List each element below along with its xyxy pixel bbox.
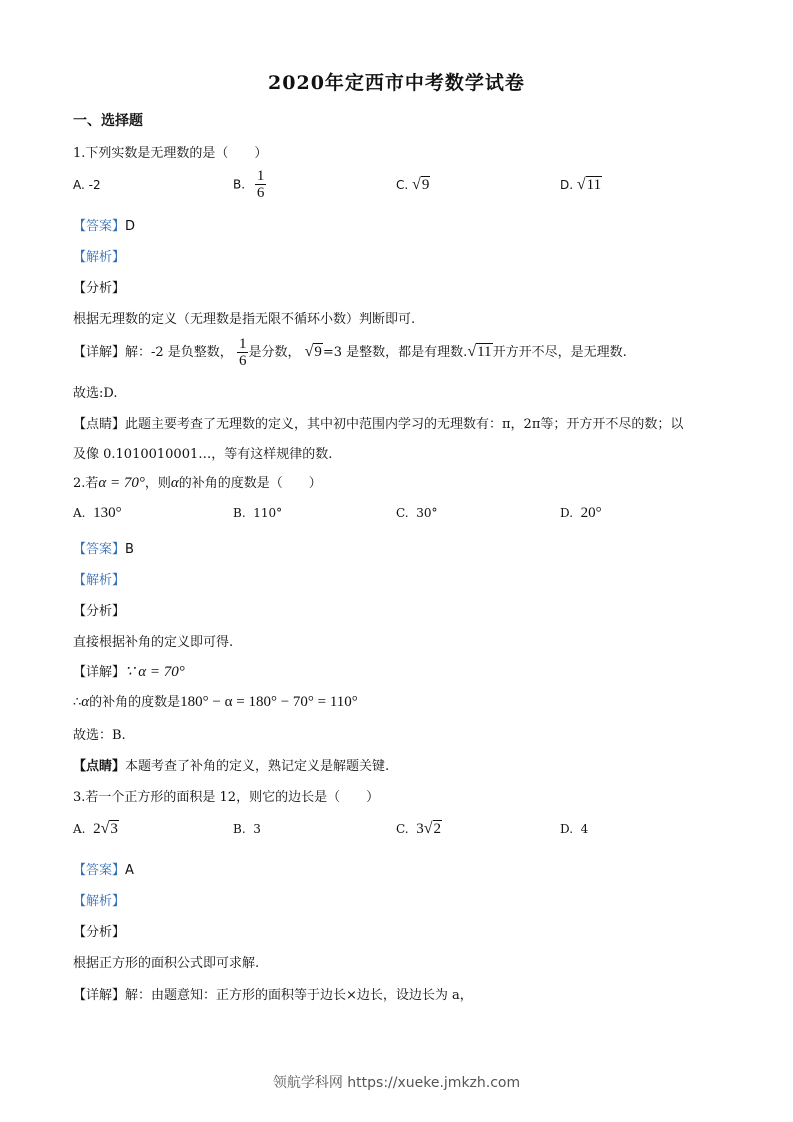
radical-icon: √ [304, 343, 314, 360]
q1-dianjing-cont: 及像 0.1010010001…，等有这样规律的数. [73, 447, 333, 462]
q3-option-c: C. 3√2 [396, 820, 441, 837]
q2-fenxi-text: 直接根据补角的定义即可得. [73, 635, 234, 650]
q1-dianjing: 【点睛】此题主要考查了无理数的定义，其中初中范围内学习的无理数有：π，2π等；开方开不尽的数；以 [73, 417, 684, 432]
q3-option-d: D. 4 [560, 822, 589, 836]
footer-watermark: 领航学科网 https://xueke.jmkzh.com [272, 1075, 521, 1091]
q2-detail: 【详解】∵ α = 70° [73, 664, 185, 680]
sqrt: √11 [576, 176, 602, 193]
radical-icon: √ [467, 343, 477, 360]
q2-detail-line2: ∴α的补角的度数是180° − α = 180° − 70° = 110° [73, 694, 358, 710]
q2-jiexi: 【解析】 [73, 573, 126, 588]
radical-icon: √ [576, 176, 586, 193]
q2-option-c: C. 30° [396, 506, 438, 520]
q1-stem: 1.下列实数是无理数的是（ ） [73, 146, 268, 161]
q3-option-b: B. 3 [233, 822, 261, 836]
q2-choose: 故选：B. [73, 728, 126, 743]
q2-option-d: D. 20° [560, 505, 602, 521]
q2-option-a: A. 130° [73, 505, 122, 521]
sqrt: √3 [100, 820, 118, 837]
q1-option-a: A. -2 [73, 178, 101, 192]
q1-fenxi: 【分析】 [73, 281, 126, 296]
q2-stem: 2.若α = 70°，则α的补角的度数是（ ） [73, 475, 322, 491]
q1-answer: 【答案】D [73, 219, 136, 234]
q2-option-b: B. 110° [233, 506, 283, 520]
q1-detail: 【详解】解：-2 是负整数， $\frac{1}{6}$ 是分数， √9=3 是整数，都是有理数.√11开方开不尽，是无理数. [73, 336, 627, 369]
q3-detail: 【详解】解：由题意知：正方形的面积等于边长×边长，设边长为 a， [73, 988, 473, 1003]
q2-answer: 【答案】B [73, 542, 134, 557]
q3-stem: 3.若一个正方形的面积是 12，则它的边长是（ ） [73, 790, 380, 805]
radical-icon: √ [100, 820, 110, 837]
q3-fenxi-text: 根据正方形的面积公式即可求解. [73, 956, 260, 971]
q1-jiexi: 【解析】 [73, 250, 126, 265]
q1-option-c: C. √9 [396, 176, 430, 193]
q1-fenxi-text: 根据无理数的定义（无理数是指无限不循环小数）判断即可. [73, 312, 416, 327]
q3-fenxi: 【分析】 [73, 925, 126, 940]
sqrt: √9 [412, 176, 430, 193]
q1-choose: 故选:D. [73, 386, 118, 401]
q1-option-b: B. $\frac{1}{6}$ [233, 168, 265, 201]
sqrt: √9 [304, 343, 322, 360]
q3-jiexi: 【解析】 [73, 894, 126, 909]
radical-icon: √ [423, 820, 433, 837]
fraction: $\frac{1}{6}$ [238, 336, 247, 369]
sqrt: √2 [423, 820, 441, 837]
sqrt: √11 [467, 343, 492, 360]
fraction: $\frac{1}{6}$ [256, 168, 265, 201]
q2-dianjing: 【点睛】本题考查了补角的定义，熟记定义是解题关键. [73, 759, 390, 774]
q3-answer: 【答案】A [73, 863, 134, 878]
q2-fenxi: 【分析】 [73, 604, 126, 619]
section-heading: 一、选择题 [73, 113, 143, 129]
q3-option-a: A. 2√3 [73, 820, 118, 837]
q1-option-d: D. √11 [560, 176, 602, 193]
page-title: 2020年定西市中考数学试卷 [268, 72, 525, 94]
radical-icon: √ [412, 176, 421, 193]
